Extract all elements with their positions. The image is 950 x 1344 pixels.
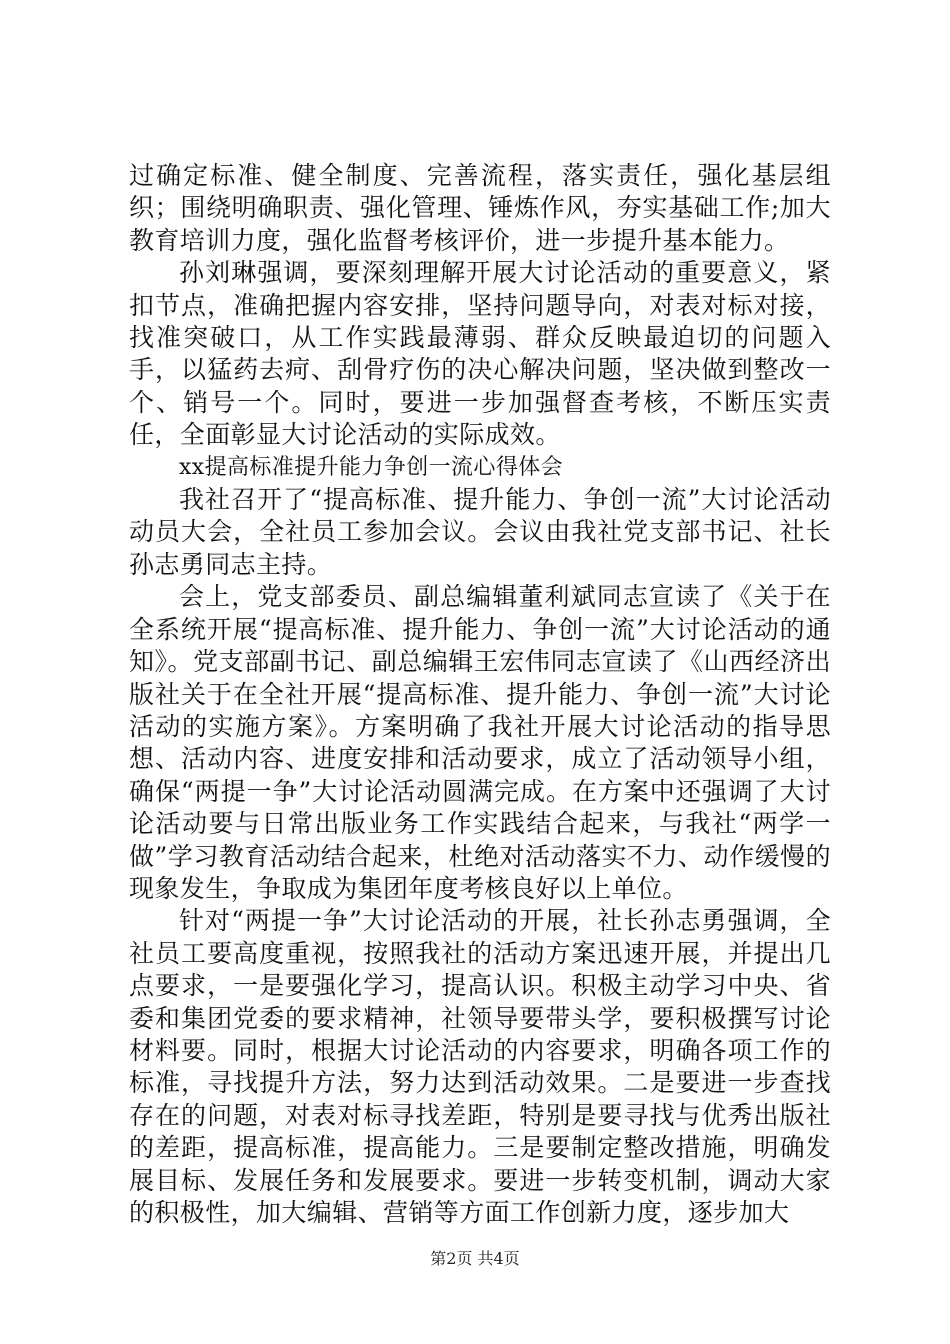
- paragraph-meeting-intro: 我社召开了“提高标准、提升能力、争创一流”大讨论活动动员大会，全社员工参加会议。会议由我社党支部书记、社长孙志勇同志主持。: [129, 485, 831, 579]
- document-body: [129, 160, 831, 1229]
- page-number-footer: 第2页 共4页: [430, 1249, 520, 1268]
- paragraph-requirements: 针对“两提一争”大讨论活动的开展，社长孙志勇强调，全社员工要高度重视，按照我社的活动方案迅速开展，并提出几点要求，一是要强化学习，提高认识。积极主动学习中央、省委和集团党委的要求精神，社领导要带头学，要积极撰写讨论材料要。同时，根据大讨论活动的内容要求，明确各项工作的标准，寻找提升方法，努力达到活动效果。二是要进一步查找存在的问题，对表对标寻找差距，特别是要寻找与优秀出版社的差距，提高标准，提高能力。三是要制定整改措施，明确发展目标、发展任务和发展要求。要进一步转变机制，调动大家的积极性，加大编辑、营销等方面工作创新力度，逐步加大: [129, 906, 831, 1227]
- article-title: xx提高标准提升能力争创一流心得体会: [179, 454, 564, 480]
- paragraph-continuation: 过确定标准、健全制度、完善流程，落实责任，强化基层组织；围绕明确职责、强化管理、锤炼作风，夯实基础工作;加大教育培训力度，强化监督考核评价，进一步提升基本能力。: [129, 161, 831, 255]
- paragraph-meeting-details: 会上，党支部委员、副总编辑董利斌同志宣读了《关于在全系统开展“提高标准、提升能力、争创一流”大讨论活动的通知》。党支部副书记、副总编辑王宏伟同志宣读了《山西经济出版社关于在全社开展“提高标准、提升能力、争创一流”大讨论活动的实施方案》。方案明确了我社开展大讨论活动的指导思想、活动内容、进度安排和活动要求，成立了活动领导小组，确保“两提一争”大讨论活动圆满完成。在方案中还强调了大讨论活动要与日常出版业务工作实践结合起来，与我社“两学一做”学习教育活动结合起来，杜绝对活动落实不力、动作缓慢的现象发生，争取成为集团年度考核良好以上单位。: [129, 582, 831, 903]
- paragraph-sun-liulin: 孙刘琳强调，要深刻理解开展大讨论活动的重要意义，紧扣节点，准确把握内容安排，坚持问题导向，对表对标对接，找准突破口，从工作实践最薄弱、群众反映最迫切的问题入手，以猛药去疴、刮骨疗伤的决心解决问题，坚决做到整改一个、销号一个。同时，要进一步加强督查考核，不断压实责任，全面彰显大讨论活动的实际成效。: [129, 258, 831, 450]
